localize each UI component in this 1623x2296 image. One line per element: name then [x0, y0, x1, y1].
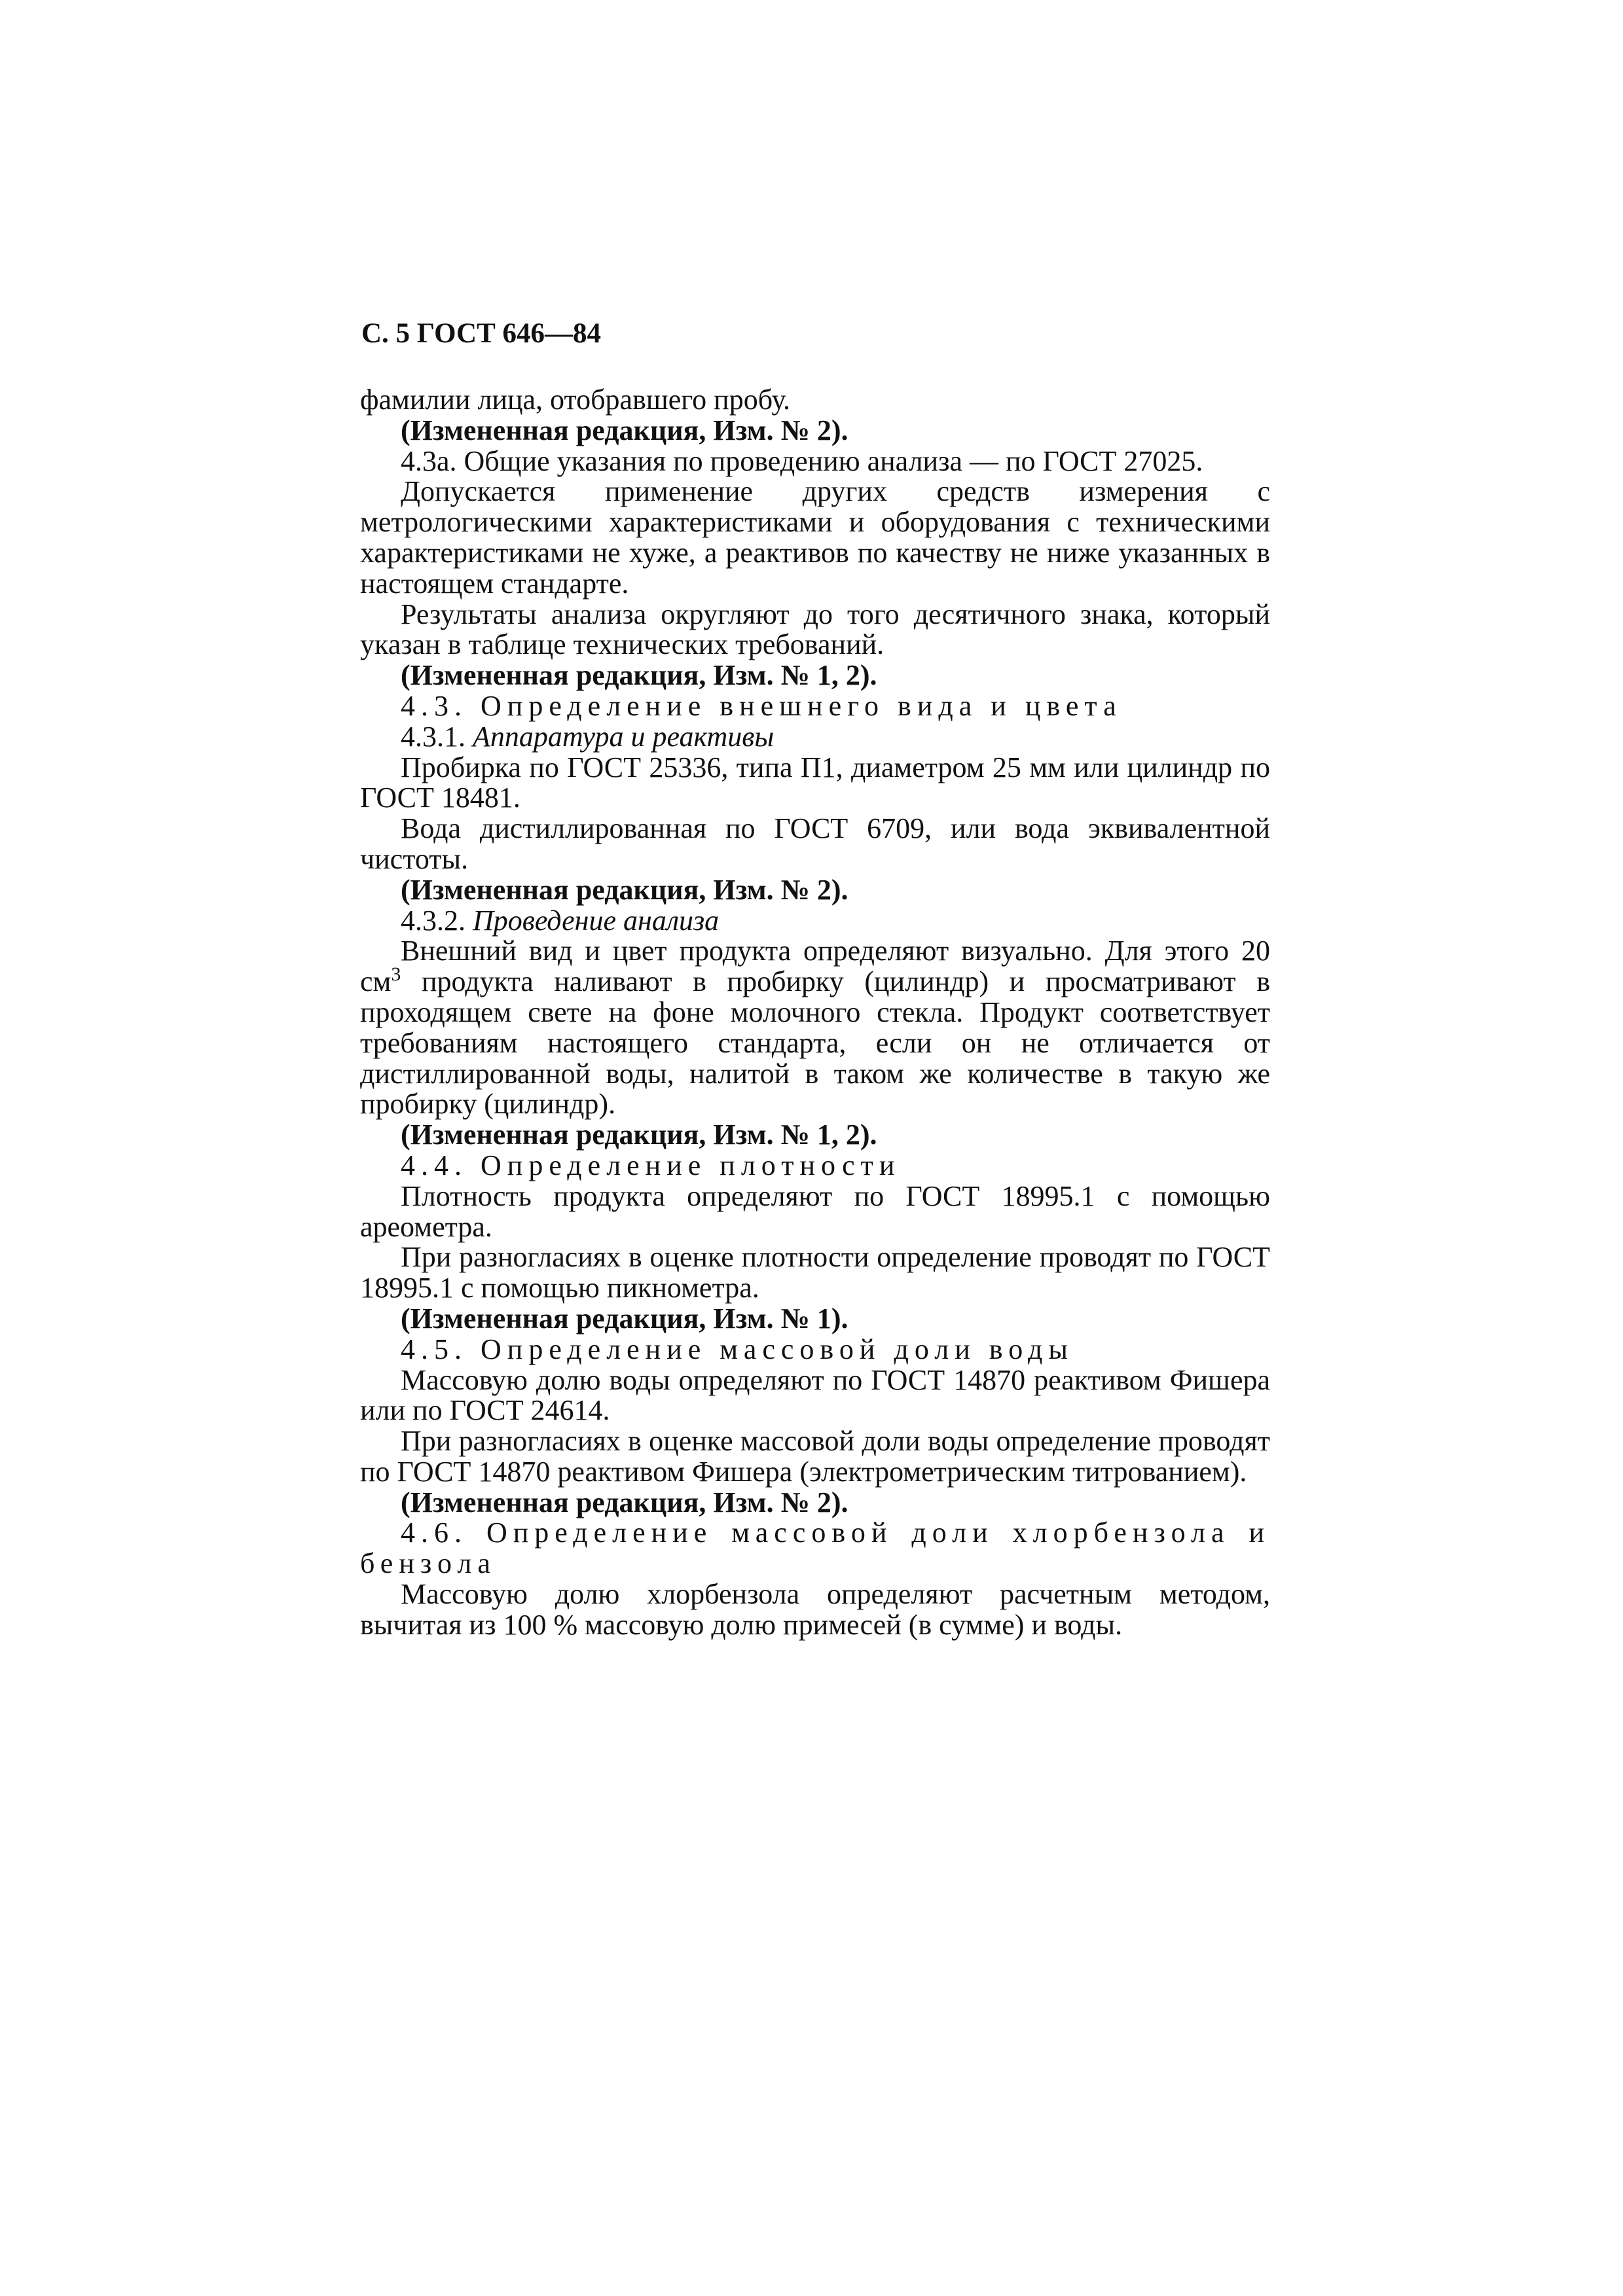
paragraph-water: Вода дистиллированная по ГОСТ 6709, или вода эквивалентной чистоты.: [360, 812, 1270, 875]
section-heading-4-5: 4.5. Определение массовой доли воды: [401, 1333, 1074, 1365]
clause-number: 4.3.2.: [401, 904, 465, 937]
subsection-heading-4-3-1: [360, 722, 1270, 753]
paragraph-continuation: фамилии лица, отобравшего пробу.: [360, 384, 791, 416]
text-run: Внешний вид и цвет продукта определяют визуально. Для этого 20 см: [360, 935, 1270, 998]
clause-number: 4.3.1.: [401, 720, 465, 753]
amendment-note: (Измененная редакция, Изм. № 1).: [401, 1302, 848, 1335]
paragraph-density-dispute: При разногласиях в оценке плотности определение проводят по ГОСТ 18995.1 с помощью пикнометра.: [360, 1241, 1270, 1304]
amendment-note: (Измененная редакция, Изм. № 1, 2).: [401, 659, 877, 692]
clause-4-3a: 4.3а. Общие указания по проведению анализа — по ГОСТ 27025.: [401, 444, 1203, 477]
section-heading-4-4: 4.4. Определение плотности: [401, 1149, 901, 1181]
document-body: [360, 385, 1270, 1641]
text-run: продукта наливают в пробирку (цилиндр) и просматривают в проходящем свете на фоне молочного стекла. Продукт соответствует требованиям настоящего стандарта, если он не отличается от дистиллированной воды, налитой в таком же количестве в такую же пробирку (цилиндр).: [360, 965, 1270, 1121]
paragraph-water-dispute: При разногласиях в оценке массовой доли воды определение проводят по ГОСТ 14870 реактивом Фишера (электрометрическим титрованием).: [360, 1425, 1270, 1488]
amendment-note: (Измененная редакция, Изм. № 2).: [401, 414, 848, 446]
superscript: 3: [391, 963, 401, 986]
section-heading-4-6: 4.6. Определение массовой доли хлорбензола и бензола: [360, 1516, 1270, 1580]
paragraph-test-tube: Пробирка по ГОСТ 25336, типа П1, диаметром 25 мм или цилиндр по ГОСТ 18481.: [360, 751, 1270, 814]
amendment-note: (Измененная редакция, Изм. № 2).: [401, 873, 848, 906]
subsection-title: Проведение анализа: [473, 904, 720, 937]
paragraph-density: Плотность продукта определяют по ГОСТ 18995.1 с помощью ареометра.: [360, 1179, 1270, 1243]
paragraph-substitution: Допускается применение других средств измерения с метрологическими характеристиками и оборудования с техническими характеристиками не хуже, а реактивов по качеству не ниже указанных в настоящем стандарте.: [360, 475, 1270, 600]
paragraph-chlorobenzene: Массовую долю хлорбензола определяют расчетным методом, вычитая из 100 % массовую долю примесей (в сумме) и воды.: [360, 1578, 1270, 1641]
paragraph-rounding: Результаты анализа округляют до того десятичного знака, который указан в таблице технических требований.: [360, 598, 1270, 661]
amendment-note: (Измененная редакция, Изм. № 1, 2).: [401, 1119, 877, 1151]
subsection-heading-4-3-2: [360, 906, 1270, 937]
section-heading-4-3: 4.3. Определение внешнего вида и цвета: [401, 689, 1122, 722]
page-header: С. 5 ГОСТ 646—84: [361, 318, 602, 349]
amendment-note: (Измененная редакция, Изм. № 2).: [401, 1486, 848, 1518]
paragraph-water-fraction: Массовую долю воды определяют по ГОСТ 14870 реактивом Фишера или по ГОСТ 24614.: [360, 1363, 1270, 1427]
paragraph-visual-check: [360, 936, 1270, 1120]
subsection-title: Аппаратура и реактивы: [473, 720, 775, 753]
